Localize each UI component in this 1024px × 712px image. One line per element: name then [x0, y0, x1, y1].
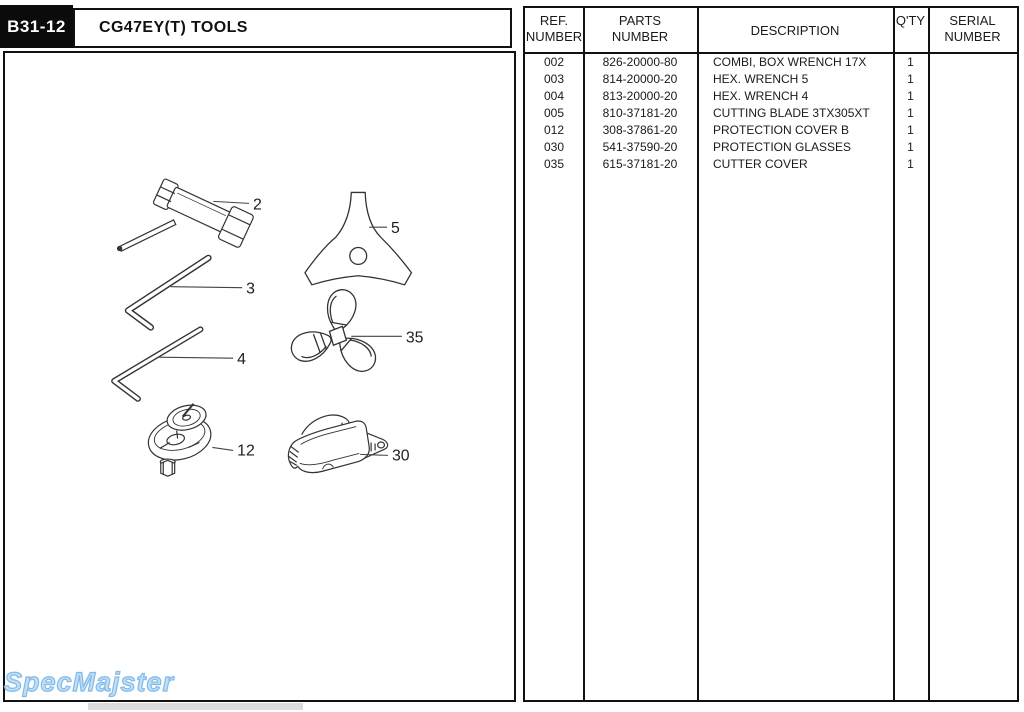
cell-qty: 1 [907, 140, 914, 154]
header-qty: Q'TY [895, 13, 926, 28]
cell-parts-number: 308-37861-20 [602, 123, 678, 137]
title-bar [73, 8, 512, 48]
header-ref-number: REF. NUMBER [525, 13, 583, 44]
watermark: SpecMajster [4, 667, 175, 697]
hex-wrench-5-drawing [128, 258, 208, 327]
leader-line-2 [213, 201, 249, 203]
callout-4: 4 [237, 351, 247, 369]
page-code-badge: B31-12 [0, 5, 73, 48]
cell-serial-number [928, 156, 1017, 173]
cell-serial-number [928, 139, 1017, 156]
cell-serial-number [928, 122, 1017, 139]
cell-parts-number: 826-20000-80 [602, 55, 678, 69]
callout-3: 3 [246, 280, 255, 298]
tools-diagram [5, 53, 514, 700]
cell-qty: 1 [907, 157, 914, 171]
cell-ref-number: 004 [543, 89, 565, 103]
table-row [525, 122, 1017, 139]
cell-parts-number: 615-37181-20 [602, 157, 678, 171]
protection-glasses-drawing [288, 415, 387, 473]
cell-serial-number [928, 54, 1017, 71]
leader-line-3 [171, 287, 242, 288]
cutter-cover-drawing [287, 287, 381, 377]
combi-box-wrench-drawing [117, 175, 254, 251]
header-description: DESCRIPTION [750, 22, 840, 38]
callout-12: 12 [237, 442, 255, 460]
diagram-panel [3, 51, 516, 702]
cell-description: COMBI, BOX WRENCH 17X [713, 55, 867, 69]
header-serial-number: SERIAL NUMBER [944, 13, 1001, 44]
hex-wrench-4-drawing [114, 329, 200, 398]
cell-ref-number: 005 [543, 106, 565, 120]
table-header [525, 8, 1017, 54]
scan-shadow [88, 703, 303, 710]
cell-ref-number: 030 [543, 140, 565, 154]
table-row [525, 156, 1017, 173]
cell-parts-number: 814-20000-20 [602, 72, 678, 86]
cell-description: HEX. WRENCH 5 [713, 72, 809, 86]
table-row [525, 54, 1017, 71]
cell-parts-number: 541-37590-20 [602, 140, 678, 154]
cell-ref-number: 035 [543, 157, 565, 171]
parts-table [523, 6, 1019, 702]
cutting-blade-drawing [305, 192, 412, 284]
cell-description: PROTECTION GLASSES [713, 140, 852, 154]
parts-table-rows [525, 54, 1017, 173]
cell-description: HEX. WRENCH 4 [713, 89, 809, 103]
cell-qty: 1 [907, 123, 914, 137]
cell-qty: 1 [907, 72, 914, 86]
cell-qty: 1 [907, 55, 914, 69]
protection-cover-drawing [144, 401, 216, 476]
table-row [525, 88, 1017, 105]
leader-line-12 [212, 447, 233, 450]
cell-ref-number: 003 [543, 72, 565, 86]
cell-serial-number [928, 105, 1017, 122]
cell-description: PROTECTION COVER B [713, 123, 850, 137]
header-parts-number: PARTS NUMBER [611, 13, 669, 44]
cell-qty: 1 [907, 89, 914, 103]
page-title: CG47EY(T) TOOLS [99, 19, 248, 36]
callout-30: 30 [391, 447, 410, 465]
table-row [525, 105, 1017, 122]
callout-35: 35 [405, 329, 424, 347]
callout-5: 5 [390, 220, 400, 238]
cell-parts-number: 810-37181-20 [602, 106, 678, 120]
cell-parts-number: 813-20000-20 [602, 89, 678, 103]
cell-ref-number: 012 [543, 123, 565, 137]
cell-description: CUTTING BLADE 3TX305XT [713, 106, 870, 120]
table-row [525, 139, 1017, 156]
cell-serial-number [928, 71, 1017, 88]
cell-serial-number [928, 88, 1017, 105]
leader-line-4 [158, 357, 233, 358]
cell-description: CUTTER COVER [713, 157, 808, 171]
callout-2: 2 [253, 196, 262, 214]
cell-ref-number: 002 [543, 55, 565, 69]
table-row [525, 71, 1017, 88]
cell-qty: 1 [907, 106, 914, 120]
